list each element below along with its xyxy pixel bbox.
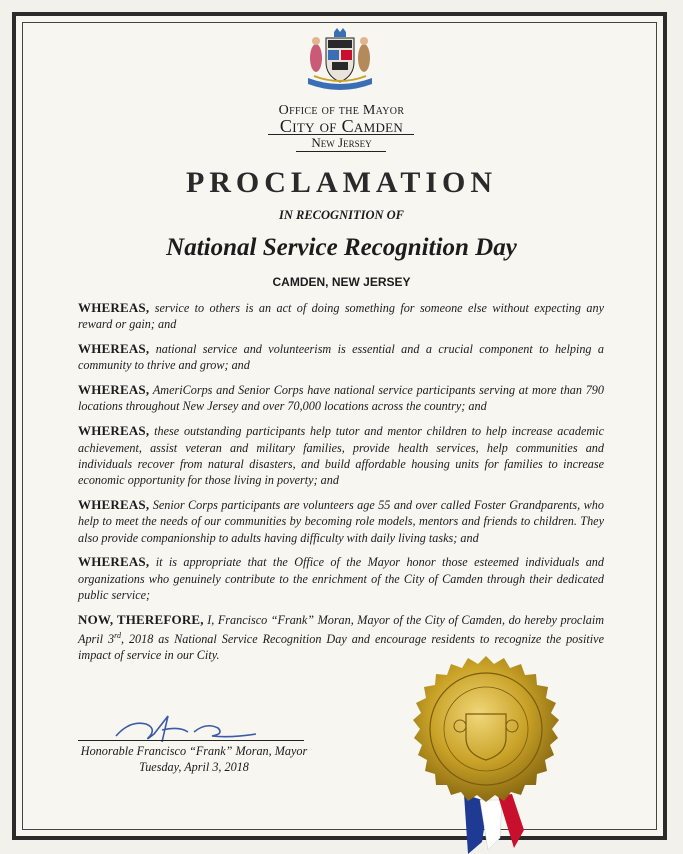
- clause-text: these outstanding participants help tutor and mentor children to help increase academic achievement, assist veteran and military families, provide health services, help communities and individuals recover from natural disasters, and build affordable housing units for families to increase economic opportunity for those living in poverty; and: [78, 424, 604, 488]
- event-name: National Service Recognition Day: [166, 234, 517, 261]
- proclamation-title: PROCLAMATION: [185, 166, 498, 199]
- clause-text: service to others is an act of doing something for someone else without expecting any reward or gain; and: [78, 301, 604, 332]
- final-text-part1: I, Francisco “Frank” Moran, Mayor of the City of Camden, do hereby proclaim April 3: [78, 612, 605, 647]
- clause-text: national service and volunteerism is essential and a crucial component to helping a community to thrive and grow; and: [78, 342, 604, 373]
- clause-keyword: WHEREAS,: [78, 554, 150, 570]
- whereas-clause: [78, 423, 604, 488]
- clause-keyword: WHEREAS,: [78, 382, 150, 398]
- header-rule-2: [296, 151, 386, 152]
- ordinal-suffix: rd: [114, 631, 121, 641]
- whereas-clause: [78, 497, 604, 546]
- proclamation-subtitle: IN RECOGNITION OF: [278, 208, 405, 222]
- final-text-part2: , 2018 as National Service Recognition Day and encourage residents to recognize the positive impact of service in our City.: [78, 632, 604, 663]
- therefore-keyword: THEREFORE,: [116, 611, 204, 627]
- clause-keyword: WHEREAS,: [78, 423, 150, 439]
- whereas-clause: [78, 341, 604, 374]
- coat-of-arms-icon: [304, 28, 376, 94]
- whereas-clause: [78, 554, 604, 603]
- clause-keyword: WHEREAS,: [78, 496, 150, 512]
- whereas-clause: [78, 300, 604, 333]
- signatory-name: Honorable Francisco “Frank” Moran, Mayor: [80, 744, 308, 758]
- gold-seal-icon: [402, 654, 570, 854]
- clause-keyword: WHEREAS,: [78, 341, 150, 357]
- clause-text: Senior Corps participants are volunteers age 55 and over called Foster Grandparents, who help to meet the needs of our communities by becoming role models, mentors and friends to children. They also provide companionship to adults having difficulty with daily living tasks; and: [78, 497, 604, 545]
- now-keyword: NOW,: [78, 611, 114, 627]
- clause-text: it is appropriate that the Office of the Mayor honor those esteemed individuals and organizations who genuinely contribute to the enrichment of the City of Camden through their dedicated public service;: [78, 555, 604, 602]
- whereas-clause: [78, 382, 604, 415]
- new-jersey: New Jersey: [311, 135, 372, 150]
- location: CAMDEN, NEW JERSEY: [272, 275, 411, 289]
- clause-keyword: WHEREAS,: [78, 300, 150, 315]
- city-of-camden: City of Camden: [279, 116, 404, 136]
- proclamation-body: [78, 300, 604, 672]
- office-of-the-mayor: Office of the Mayor: [278, 103, 405, 118]
- clause-text: AmeriCorps and Senior Corps have national service participants serving at more than 790 locations throughout New Jersey and over 70,000 locations across the country; and: [78, 383, 604, 414]
- signature-date: Tuesday, April 3, 2018: [139, 760, 249, 774]
- signature-line: [78, 740, 304, 741]
